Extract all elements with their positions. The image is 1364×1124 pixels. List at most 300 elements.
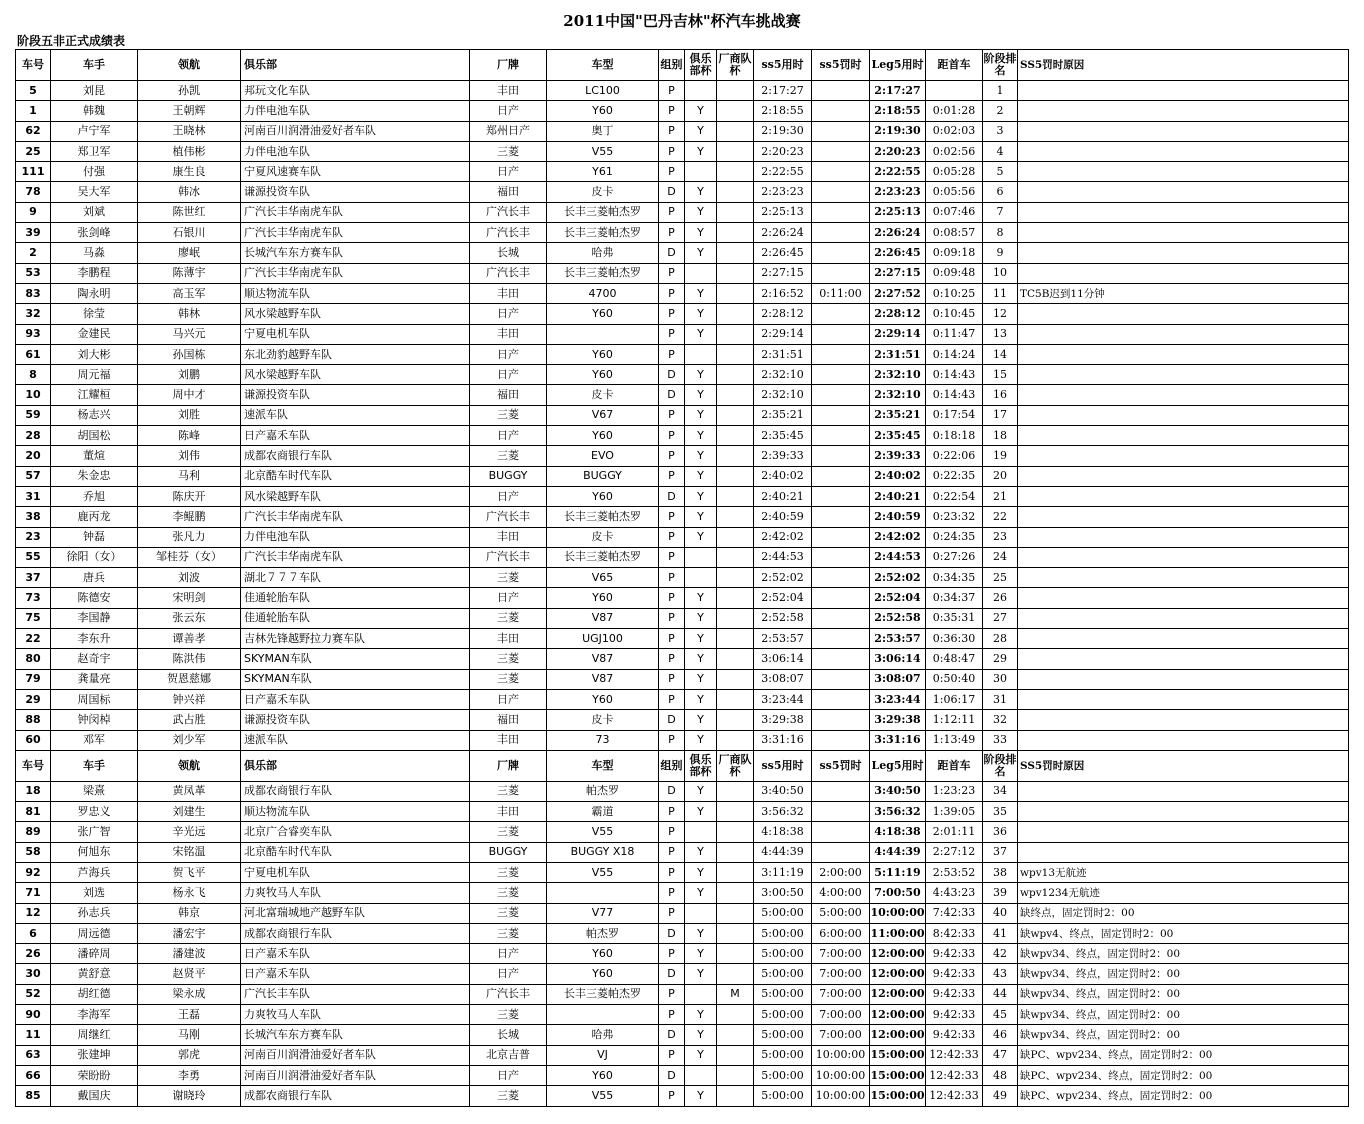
cell-rank: 32 (983, 710, 1018, 730)
cell-driver: 赵奇宇 (51, 649, 138, 669)
header-ss: ss5用时 (754, 50, 812, 81)
cell-dist: 1:23:23 (926, 781, 983, 801)
cell-rank: 7 (983, 202, 1018, 222)
cell-clubcup: Y (685, 365, 717, 385)
cell-reason: 缺PC、wpv234、终点，固定罚时2：00 (1018, 1065, 1349, 1085)
cell-clubcup: Y (685, 730, 717, 750)
cell-club: 广汽长丰华南虎车队 (241, 263, 470, 283)
cell-driver: 陶永明 (51, 283, 138, 303)
cell-make: 日产 (470, 689, 547, 709)
cell-model: V87 (547, 649, 659, 669)
cell-pen (812, 385, 870, 405)
cell-reason: TC5B迟到11分钟 (1018, 283, 1349, 303)
header-row-1 (16, 50, 1349, 81)
cell-group: P (659, 162, 685, 182)
header-num: 车号 (16, 750, 51, 781)
cell-num: 10 (16, 385, 51, 405)
cell-club: 广汽长丰车队 (241, 984, 470, 1004)
cell-makercup (717, 568, 754, 588)
cell-ss: 5:00:00 (754, 1005, 812, 1025)
table-row (16, 304, 1349, 324)
cell-leg: 2:29:14 (870, 324, 926, 344)
cell-leg: 10:00:00 (870, 903, 926, 923)
cell-num: 83 (16, 283, 51, 303)
cell-clubcup: Y (685, 426, 717, 446)
cell-make: 三菱 (470, 1086, 547, 1106)
header-rank: 阶段排名 (983, 50, 1018, 81)
cell-model: 长丰三菱帕杰罗 (547, 547, 659, 567)
cell-club: 北京酷车时代车队 (241, 466, 470, 486)
cell-rank: 11 (983, 283, 1018, 303)
cell-clubcup (685, 903, 717, 923)
cell-pen (812, 588, 870, 608)
cell-ss: 2:29:14 (754, 324, 812, 344)
cell-group: D (659, 964, 685, 984)
cell-num: 31 (16, 486, 51, 506)
cell-model: 皮卡 (547, 385, 659, 405)
cell-model: 哈弗 (547, 243, 659, 263)
cell-leg: 2:26:45 (870, 243, 926, 263)
table-row (16, 121, 1349, 141)
cell-driver: 黄舒意 (51, 964, 138, 984)
cell-clubcup: Y (685, 944, 717, 964)
cell-num: 20 (16, 446, 51, 466)
table-row (16, 710, 1349, 730)
cell-club: 河南百川润滑油爱好者车队 (241, 121, 470, 141)
cell-ss: 3:31:16 (754, 730, 812, 750)
cell-codriver: 潘宏宇 (138, 923, 241, 943)
cell-dist (926, 81, 983, 101)
cell-group: P (659, 903, 685, 923)
table-row (16, 405, 1349, 425)
cell-num: 26 (16, 944, 51, 964)
cell-dist: 0:34:37 (926, 588, 983, 608)
cell-ss: 2:25:13 (754, 202, 812, 222)
cell-reason (1018, 710, 1349, 730)
cell-reason (1018, 446, 1349, 466)
cell-rank: 25 (983, 568, 1018, 588)
cell-pen: 7:00:00 (812, 944, 870, 964)
cell-codriver: 陈世红 (138, 202, 241, 222)
cell-club: 力爽牧马人车队 (241, 883, 470, 903)
cell-num: 22 (16, 629, 51, 649)
cell-dist: 0:18:18 (926, 426, 983, 446)
cell-codriver: 潘建波 (138, 944, 241, 964)
cell-make: 三菱 (470, 608, 547, 628)
cell-leg: 2:28:12 (870, 304, 926, 324)
table-row (16, 944, 1349, 964)
cell-codriver: 陈薄宇 (138, 263, 241, 283)
cell-rank: 41 (983, 923, 1018, 943)
cell-clubcup: Y (685, 964, 717, 984)
header-reason: SS5罚时原因 (1018, 50, 1349, 81)
cell-rank: 47 (983, 1045, 1018, 1065)
cell-club: 谦源投资车队 (241, 710, 470, 730)
header-clubcup: 俱乐部杯 (685, 50, 717, 81)
cell-model (547, 883, 659, 903)
cell-num: 30 (16, 964, 51, 984)
header-codriver: 领航 (138, 50, 241, 81)
cell-reason (1018, 822, 1349, 842)
cell-make: 三菱 (470, 568, 547, 588)
cell-driver: 金建民 (51, 324, 138, 344)
table-row (16, 588, 1349, 608)
cell-make: 丰田 (470, 283, 547, 303)
cell-ss: 3:11:19 (754, 862, 812, 882)
cell-dist: 9:42:33 (926, 944, 983, 964)
cell-makercup (717, 1045, 754, 1065)
cell-pen (812, 842, 870, 862)
cell-rank: 39 (983, 883, 1018, 903)
cell-dist: 0:11:47 (926, 324, 983, 344)
cell-driver: 胡红德 (51, 984, 138, 1004)
cell-codriver: 李勇 (138, 1065, 241, 1085)
cell-num: 2 (16, 243, 51, 263)
cell-club: 北京广合睿奕车队 (241, 822, 470, 842)
cell-clubcup: Y (685, 527, 717, 547)
cell-ss: 3:00:50 (754, 883, 812, 903)
cell-makercup (717, 507, 754, 527)
cell-model: Y60 (547, 344, 659, 364)
cell-dist: 0:09:18 (926, 243, 983, 263)
cell-makercup (717, 669, 754, 689)
header-model: 车型 (547, 750, 659, 781)
cell-rank: 8 (983, 223, 1018, 243)
cell-makercup (717, 486, 754, 506)
cell-ss: 2:42:02 (754, 527, 812, 547)
cell-clubcup: Y (685, 121, 717, 141)
cell-dist: 12:42:33 (926, 1045, 983, 1065)
cell-dist: 9:42:33 (926, 984, 983, 1004)
cell-club: 风水梁越野车队 (241, 304, 470, 324)
cell-makercup (717, 344, 754, 364)
cell-driver: 荣盼盼 (51, 1065, 138, 1085)
cell-leg: 12:00:00 (870, 1005, 926, 1025)
cell-ss: 2:18:55 (754, 101, 812, 121)
cell-pen (812, 608, 870, 628)
cell-rank: 4 (983, 141, 1018, 161)
cell-makercup (717, 781, 754, 801)
cell-codriver: 刘鹏 (138, 365, 241, 385)
cell-rank: 40 (983, 903, 1018, 923)
cell-ss: 3:08:07 (754, 669, 812, 689)
cell-ss: 2:52:02 (754, 568, 812, 588)
cell-num: 57 (16, 466, 51, 486)
cell-pen: 10:00:00 (812, 1086, 870, 1106)
table-row (16, 365, 1349, 385)
cell-rank: 36 (983, 822, 1018, 842)
cell-club: 北京酷车时代车队 (241, 842, 470, 862)
cell-codriver: 韩林 (138, 304, 241, 324)
cell-ss: 2:35:21 (754, 405, 812, 425)
cell-leg: 15:00:00 (870, 1086, 926, 1106)
cell-group: P (659, 1045, 685, 1065)
cell-dist: 1:06:17 (926, 689, 983, 709)
cell-codriver: 韩京 (138, 903, 241, 923)
cell-make: 日产 (470, 365, 547, 385)
cell-pen (812, 446, 870, 466)
cell-dist: 0:10:45 (926, 304, 983, 324)
cell-reason (1018, 426, 1349, 446)
cell-pen (812, 405, 870, 425)
cell-rank: 43 (983, 964, 1018, 984)
cell-clubcup (685, 568, 717, 588)
cell-group: P (659, 141, 685, 161)
cell-driver: 李东升 (51, 629, 138, 649)
cell-pen: 5:00:00 (812, 903, 870, 923)
cell-dist: 1:12:11 (926, 710, 983, 730)
cell-group: P (659, 649, 685, 669)
cell-reason (1018, 344, 1349, 364)
cell-rank: 12 (983, 304, 1018, 324)
table-row (16, 649, 1349, 669)
cell-model: Y61 (547, 162, 659, 182)
cell-reason: 缺wpv34、终点，固定罚时2：00 (1018, 984, 1349, 1004)
cell-club: 广汽长丰华南虎车队 (241, 202, 470, 222)
cell-pen (812, 141, 870, 161)
cell-make: 广汽长丰 (470, 223, 547, 243)
cell-leg: 2:53:57 (870, 629, 926, 649)
cell-pen (812, 629, 870, 649)
table-row (16, 1065, 1349, 1085)
cell-rank: 48 (983, 1065, 1018, 1085)
cell-leg: 2:25:13 (870, 202, 926, 222)
cell-model: BUGGY (547, 466, 659, 486)
header-make: 厂牌 (470, 750, 547, 781)
cell-num: 93 (16, 324, 51, 344)
cell-codriver: 刘少军 (138, 730, 241, 750)
cell-rank: 44 (983, 984, 1018, 1004)
cell-model: Y60 (547, 365, 659, 385)
header-make: 厂牌 (470, 50, 547, 81)
cell-codriver: 邹桂芬（女） (138, 547, 241, 567)
table-row (16, 862, 1349, 882)
cell-codriver: 黄凤革 (138, 781, 241, 801)
cell-leg: 3:08:07 (870, 669, 926, 689)
cell-ss: 2:20:23 (754, 141, 812, 161)
cell-make: 三菱 (470, 649, 547, 669)
cell-driver: 韩魏 (51, 101, 138, 121)
cell-make: 福田 (470, 385, 547, 405)
cell-rank: 13 (983, 324, 1018, 344)
cell-leg: 2:31:51 (870, 344, 926, 364)
cell-dist: 0:09:48 (926, 263, 983, 283)
cell-codriver: 武占胜 (138, 710, 241, 730)
cell-clubcup: Y (685, 802, 717, 822)
cell-make: 日产 (470, 101, 547, 121)
cell-group: P (659, 588, 685, 608)
cell-group: D (659, 781, 685, 801)
cell-group: P (659, 629, 685, 649)
cell-ss: 5:00:00 (754, 1086, 812, 1106)
cell-makercup (717, 202, 754, 222)
cell-pen (812, 162, 870, 182)
cell-leg: 12:00:00 (870, 944, 926, 964)
cell-dist: 0:22:54 (926, 486, 983, 506)
table-row (16, 883, 1349, 903)
cell-model (547, 1005, 659, 1025)
cell-num: 53 (16, 263, 51, 283)
cell-group: P (659, 426, 685, 446)
cell-clubcup: Y (685, 141, 717, 161)
cell-group: P (659, 283, 685, 303)
cell-num: 71 (16, 883, 51, 903)
cell-rank: 49 (983, 1086, 1018, 1106)
table-row (16, 202, 1349, 222)
cell-dist: 0:08:57 (926, 223, 983, 243)
cell-makercup (717, 689, 754, 709)
cell-clubcup: Y (685, 304, 717, 324)
cell-club: 河南百川润滑油爱好者车队 (241, 1045, 470, 1065)
cell-dist: 0:35:31 (926, 608, 983, 628)
cell-pen (812, 547, 870, 567)
cell-pen (812, 486, 870, 506)
cell-num: 92 (16, 862, 51, 882)
cell-reason (1018, 629, 1349, 649)
cell-make: BUGGY (470, 842, 547, 862)
cell-group: P (659, 547, 685, 567)
cell-club: 日产嘉禾车队 (241, 964, 470, 984)
cell-leg: 11:00:00 (870, 923, 926, 943)
cell-pen: 10:00:00 (812, 1065, 870, 1085)
header-reason: SS5罚时原因 (1018, 750, 1349, 781)
cell-num: 55 (16, 547, 51, 567)
cell-rank: 15 (983, 365, 1018, 385)
cell-leg: 2:19:30 (870, 121, 926, 141)
cell-ss: 3:06:14 (754, 649, 812, 669)
cell-leg: 2:27:15 (870, 263, 926, 283)
cell-make: 三菱 (470, 923, 547, 943)
cell-club: 宁夏电机车队 (241, 324, 470, 344)
cell-pen (812, 568, 870, 588)
cell-num: 6 (16, 923, 51, 943)
cell-clubcup: Y (685, 842, 717, 862)
cell-driver: 张剑峰 (51, 223, 138, 243)
cell-dist: 0:34:35 (926, 568, 983, 588)
cell-driver: 周继红 (51, 1025, 138, 1045)
cell-reason (1018, 121, 1349, 141)
cell-driver: 张建坤 (51, 1045, 138, 1065)
cell-driver: 芦海兵 (51, 862, 138, 882)
cell-ss: 2:32:10 (754, 365, 812, 385)
cell-codriver: 王朝辉 (138, 101, 241, 121)
cell-reason (1018, 608, 1349, 628)
cell-club: 风水梁越野车队 (241, 486, 470, 506)
cell-num: 12 (16, 903, 51, 923)
cell-codriver: 贺恩慈娜 (138, 669, 241, 689)
cell-group: P (659, 944, 685, 964)
cell-club: 东北劲豹越野车队 (241, 344, 470, 364)
cell-make: 三菱 (470, 141, 547, 161)
cell-dist: 0:14:43 (926, 365, 983, 385)
cell-driver: 徐莹 (51, 304, 138, 324)
cell-reason (1018, 304, 1349, 324)
cell-rank: 46 (983, 1025, 1018, 1045)
cell-leg: 2:44:53 (870, 547, 926, 567)
cell-driver: 邓军 (51, 730, 138, 750)
cell-makercup (717, 883, 754, 903)
cell-club: 广汽长丰华南虎车队 (241, 507, 470, 527)
cell-pen: 10:00:00 (812, 1045, 870, 1065)
cell-num: 88 (16, 710, 51, 730)
cell-reason: 缺wpv34、终点，固定罚时2：00 (1018, 964, 1349, 984)
cell-reason (1018, 781, 1349, 801)
cell-pen (812, 121, 870, 141)
cell-leg: 2:20:23 (870, 141, 926, 161)
cell-makercup (717, 608, 754, 628)
cell-pen (812, 365, 870, 385)
cell-clubcup: Y (685, 507, 717, 527)
cell-leg: 4:44:39 (870, 842, 926, 862)
cell-model: 皮卡 (547, 182, 659, 202)
cell-rank: 2 (983, 101, 1018, 121)
cell-ss: 4:44:39 (754, 842, 812, 862)
cell-reason (1018, 365, 1349, 385)
cell-driver: 戴国庆 (51, 1086, 138, 1106)
cell-make: 日产 (470, 1065, 547, 1085)
cell-model: Y60 (547, 964, 659, 984)
cell-makercup (717, 547, 754, 567)
cell-codriver: 郭虎 (138, 1045, 241, 1065)
cell-dist: 0:48:47 (926, 649, 983, 669)
cell-leg: 2:42:02 (870, 527, 926, 547)
cell-group: D (659, 1025, 685, 1045)
cell-group: P (659, 101, 685, 121)
cell-makercup (717, 263, 754, 283)
cell-make: 广汽长丰 (470, 202, 547, 222)
cell-num: 78 (16, 182, 51, 202)
cell-model: UGJ100 (547, 629, 659, 649)
cell-club: 长城汽车东方赛车队 (241, 1025, 470, 1045)
cell-club: 成都农商银行车队 (241, 446, 470, 466)
page-title: 2011中国"巴丹吉林"杯汽车挑战赛 (563, 12, 801, 30)
cell-pen: 2:00:00 (812, 862, 870, 882)
cell-group: D (659, 385, 685, 405)
cell-makercup (717, 903, 754, 923)
table-row (16, 822, 1349, 842)
cell-leg: 3:31:16 (870, 730, 926, 750)
cell-makercup (717, 304, 754, 324)
cell-group: D (659, 1065, 685, 1085)
cell-makercup (717, 1025, 754, 1045)
cell-make: 郑州日产 (470, 121, 547, 141)
table-row (16, 669, 1349, 689)
cell-pen: 0:11:00 (812, 283, 870, 303)
cell-club: 湖北７７７车队 (241, 568, 470, 588)
cell-num: 60 (16, 730, 51, 750)
cell-ss: 2:26:45 (754, 243, 812, 263)
cell-model: 长丰三菱帕杰罗 (547, 984, 659, 1004)
header-rank: 阶段排名 (983, 750, 1018, 781)
cell-ss: 5:00:00 (754, 923, 812, 943)
cell-group: P (659, 223, 685, 243)
cell-driver: 李海军 (51, 1005, 138, 1025)
cell-driver: 郑卫军 (51, 141, 138, 161)
cell-codriver: 孙凯 (138, 81, 241, 101)
cell-num: 85 (16, 1086, 51, 1106)
cell-dist: 0:14:24 (926, 344, 983, 364)
cell-clubcup: Y (685, 101, 717, 121)
cell-ss: 2:52:04 (754, 588, 812, 608)
cell-reason (1018, 243, 1349, 263)
cell-model: 长丰三菱帕杰罗 (547, 223, 659, 243)
cell-ss: 4:18:38 (754, 822, 812, 842)
cell-group: P (659, 842, 685, 862)
cell-rank: 1 (983, 81, 1018, 101)
cell-make: 丰田 (470, 629, 547, 649)
cell-dist: 0:23:32 (926, 507, 983, 527)
cell-reason: 缺wpv34、终点，固定罚时2：00 (1018, 1025, 1349, 1045)
